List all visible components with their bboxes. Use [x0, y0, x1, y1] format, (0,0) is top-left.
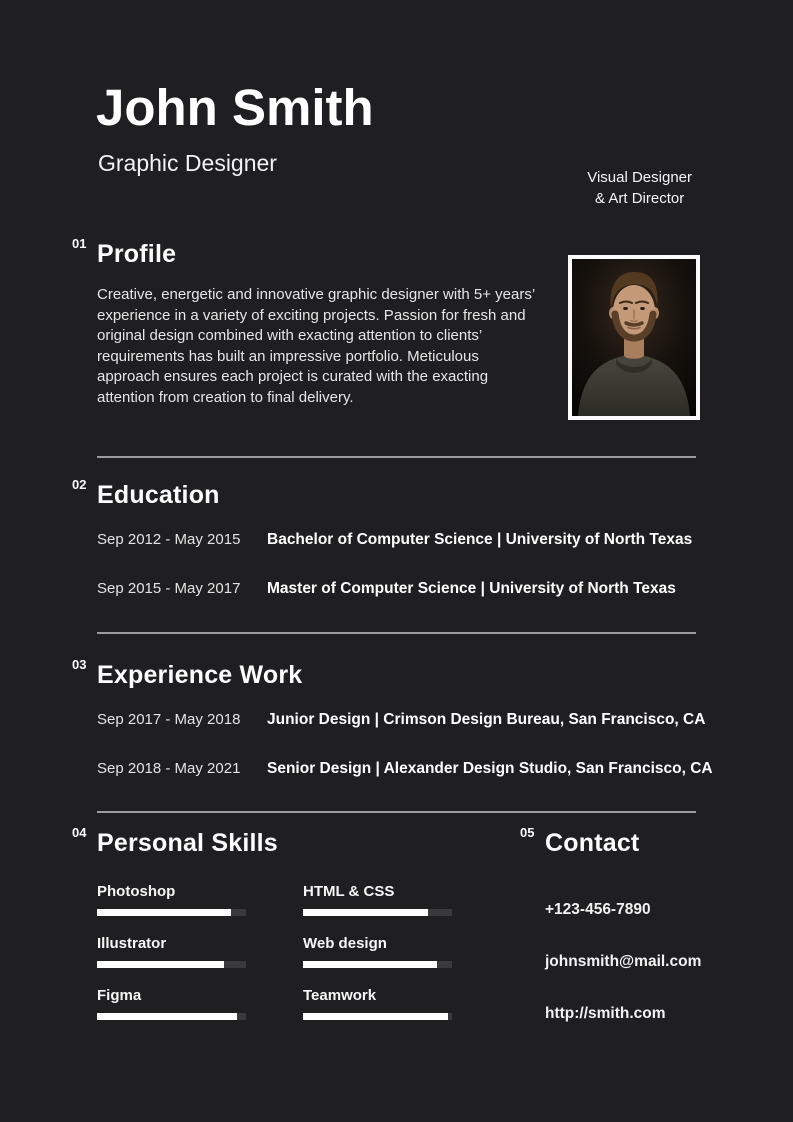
skill-item: [97, 987, 246, 1020]
skill-item: [97, 935, 246, 968]
skill-item: [303, 935, 452, 968]
skills-section: [72, 825, 452, 1039]
portrait-illustration: [572, 259, 696, 416]
contact-heading-row: [520, 825, 701, 857]
contact-list: [545, 901, 701, 1023]
education-heading-row: [72, 477, 717, 509]
contact-item: http://smith.com: [545, 1005, 666, 1022]
skill-label: Figma: [97, 987, 142, 1004]
profile-summary: Creative, energetic and innovative graphic designer with 5+ years’ experience in a variety of exciting projects. Passion for fresh and original design combined with exacting attention to clients’ requirements has built an impressive portfolio. Meticulous approach ensures each project is curated with the exacting attention from creation to final delivery.: [97, 286, 535, 406]
skill-progress-fill: [303, 1013, 448, 1020]
skill-progress-track: [303, 1013, 452, 1020]
experience-rows: [97, 711, 737, 778]
skill-progress-track: [97, 961, 246, 968]
experience-heading: Experience Work: [97, 661, 303, 689]
contact-item: +123-456-7890: [545, 901, 651, 918]
experience-section: [72, 657, 737, 809]
skill-label: Teamwork: [303, 987, 377, 1004]
profile-heading: Profile: [97, 240, 177, 268]
skills-heading: Personal Skills: [97, 829, 278, 857]
section-divider: [97, 632, 696, 634]
education-rows: [97, 531, 717, 598]
tagline-line-2: & Art Director: [595, 190, 685, 207]
entry-dates: Sep 2018 - May 2021: [97, 760, 241, 777]
entry-description: Master of Computer Science | University of North Texas: [267, 580, 676, 597]
section-number: 05: [520, 825, 535, 840]
skill-progress-track: [303, 961, 452, 968]
profile-photo: [568, 255, 700, 420]
skill-item: [303, 987, 452, 1020]
entry-dates: Sep 2017 - May 2018: [97, 711, 241, 728]
section-divider: [97, 456, 696, 458]
skill-progress-track: [303, 909, 452, 916]
skill-progress-track: [97, 1013, 246, 1020]
experience-heading-row: [72, 657, 737, 689]
skill-label: Illustrator: [97, 935, 167, 952]
entry-description: Bachelor of Computer Science | University of North Texas: [267, 531, 693, 548]
section-number: 04: [72, 825, 87, 840]
header-tagline: [587, 167, 692, 209]
education-heading: Education: [97, 481, 220, 509]
skill-label: HTML & CSS: [303, 883, 395, 900]
timeline-entry: [97, 760, 737, 778]
education-section: [72, 477, 717, 629]
section-number: 03: [72, 657, 87, 672]
entry-description: Senior Design | Alexander Design Studio, San Francisco, CA: [267, 760, 713, 777]
skills-heading-row: [72, 825, 452, 857]
skills-grid: [97, 883, 452, 1039]
skill-progress-fill: [97, 961, 224, 968]
contact-heading: Contact: [545, 829, 640, 857]
skill-progress-fill: [97, 1013, 237, 1020]
timeline-entry: [97, 531, 717, 549]
entry-dates: Sep 2015 - May 2017: [97, 580, 241, 597]
entry-dates: Sep 2012 - May 2015: [97, 531, 241, 548]
person-name: John Smith: [96, 79, 374, 136]
profile-heading-row: [72, 236, 544, 268]
skill-item: [303, 883, 452, 916]
contact-section: [520, 825, 702, 1057]
skill-label: Photoshop: [97, 883, 176, 900]
skill-progress-fill: [97, 909, 231, 916]
section-number: 02: [72, 477, 87, 492]
timeline-entry: [97, 711, 737, 729]
skills-column: [303, 883, 452, 1039]
timeline-entry: [97, 580, 717, 598]
tagline-line-1: Visual Designer: [587, 169, 692, 186]
job-title: Graphic Designer: [98, 150, 277, 176]
skill-progress-fill: [303, 961, 437, 968]
contact-item: johnsmith@mail.com: [545, 953, 702, 970]
section-divider: [97, 811, 696, 813]
entry-description: Junior Design | Crimson Design Bureau, San Francisco, CA: [267, 711, 706, 728]
skills-column: [97, 883, 246, 1039]
profile-section: [72, 236, 544, 409]
skill-progress-fill: [303, 909, 428, 916]
skill-progress-track: [97, 909, 246, 916]
skill-label: Web design: [303, 935, 387, 952]
skill-item: [97, 883, 246, 916]
section-number: 01: [72, 236, 87, 251]
